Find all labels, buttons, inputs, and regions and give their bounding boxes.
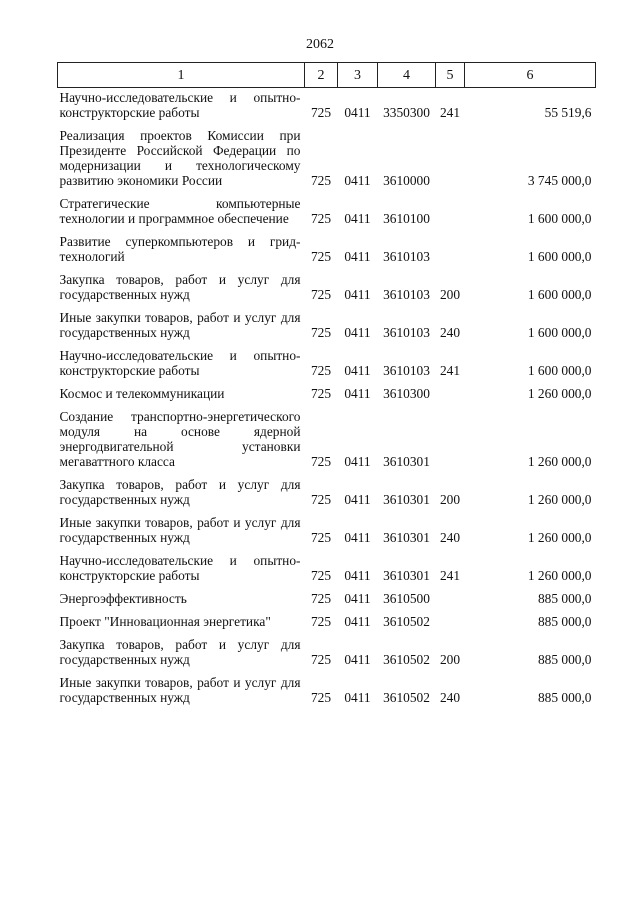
row-target-code: 3610103 — [383, 325, 430, 340]
column-header-3: 3 — [338, 63, 378, 88]
row-amount: 885 000,0 — [537, 690, 592, 705]
row-expense-type: 241 — [439, 105, 461, 120]
table-body — [58, 88, 596, 706]
row-amount: 3 745 000,0 — [527, 173, 592, 188]
row-amount: 1 260 000,0 — [527, 454, 592, 469]
row-name: Иные закупки товаров, работ и услуг для государственных нужд — [59, 675, 301, 705]
row-section-code: 0411 — [344, 614, 371, 629]
row-amount: 1 600 000,0 — [527, 363, 592, 378]
row-ministry-code: 725 — [310, 211, 332, 226]
row-expense-type: 200 — [439, 652, 461, 667]
row-name: Развитие суперкомпьютеров и грид-технологий — [59, 234, 301, 264]
row-ministry-code: 725 — [310, 249, 332, 264]
table-row — [58, 545, 596, 583]
table-row — [58, 401, 596, 469]
row-name: Закупка товаров, работ и услуг для государственных нужд — [59, 477, 301, 507]
row-ministry-code: 725 — [310, 105, 332, 120]
column-header-2: 2 — [305, 63, 338, 88]
row-section-code: 0411 — [344, 386, 371, 401]
row-amount: 885 000,0 — [537, 652, 592, 667]
row-expense-type: 200 — [439, 287, 461, 302]
row-ministry-code: 725 — [310, 492, 332, 507]
row-name: Иные закупки товаров, работ и услуг для государственных нужд — [59, 310, 301, 340]
row-expense-type: 240 — [439, 690, 461, 705]
row-target-code: 3610301 — [383, 454, 430, 469]
row-expense-type — [436, 226, 465, 264]
row-name: Научно-исследовательские и опытно-конструкторские работы — [59, 553, 301, 583]
table-row — [58, 340, 596, 378]
row-target-code: 3610103 — [383, 363, 430, 378]
row-section-code: 0411 — [344, 249, 371, 264]
row-expense-type: 240 — [439, 325, 461, 340]
row-ministry-code: 725 — [310, 363, 332, 378]
row-section-code: 0411 — [344, 454, 371, 469]
row-ministry-code: 725 — [310, 325, 332, 340]
row-name: Создание транспортно-энергетического модуля на основе ядерной энергодвигательной установки мегаваттного класса — [59, 409, 301, 469]
row-expense-type: 241 — [439, 568, 461, 583]
table-row — [58, 120, 596, 188]
row-section-code: 0411 — [344, 568, 371, 583]
table-row — [58, 583, 596, 606]
row-target-code: 3610103 — [383, 249, 430, 264]
row-section-code: 0411 — [344, 492, 371, 507]
row-amount: 885 000,0 — [537, 614, 592, 629]
row-target-code: 3610502 — [383, 614, 430, 629]
row-ministry-code: 725 — [310, 530, 332, 545]
column-header-4: 4 — [378, 63, 436, 88]
row-ministry-code: 725 — [310, 386, 332, 401]
row-section-code: 0411 — [344, 652, 371, 667]
table-row — [58, 378, 596, 401]
table-header-row — [58, 63, 596, 88]
row-amount: 1 600 000,0 — [527, 287, 592, 302]
table-row — [58, 507, 596, 545]
row-name: Космос и телекоммуникации — [59, 386, 225, 401]
row-amount: 1 600 000,0 — [527, 211, 592, 226]
row-target-code: 3610301 — [383, 530, 430, 545]
row-target-code: 3610300 — [383, 386, 430, 401]
row-amount: 885 000,0 — [537, 591, 592, 606]
row-name: Иные закупки товаров, работ и услуг для государственных нужд — [59, 515, 301, 545]
row-target-code: 3610301 — [383, 568, 430, 583]
row-expense-type — [436, 583, 465, 606]
row-section-code: 0411 — [344, 173, 371, 188]
table-row — [58, 226, 596, 264]
row-name: Проект "Инновационная энергетика" — [59, 614, 271, 629]
row-expense-type — [436, 606, 465, 629]
column-header-5: 5 — [436, 63, 465, 88]
row-expense-type — [436, 120, 465, 188]
row-name: Энергоэффективность — [59, 591, 187, 606]
row-section-code: 0411 — [344, 325, 371, 340]
row-amount: 1 260 000,0 — [527, 568, 592, 583]
row-expense-type: 241 — [439, 363, 461, 378]
row-ministry-code: 725 — [310, 173, 332, 188]
row-name: Стратегические компьютерные технологии и программное обеспечение — [59, 196, 301, 226]
row-section-code: 0411 — [344, 105, 371, 120]
table-row — [58, 667, 596, 705]
row-target-code: 3610100 — [383, 211, 430, 226]
row-amount: 55 519,6 — [544, 105, 592, 120]
row-section-code: 0411 — [344, 690, 371, 705]
row-section-code: 0411 — [344, 211, 371, 226]
row-name: Научно-исследовательские и опытно-конструкторские работы — [59, 348, 301, 378]
row-amount: 1 260 000,0 — [527, 492, 592, 507]
row-expense-type — [436, 378, 465, 401]
table-row — [58, 88, 596, 121]
row-target-code: 3610500 — [383, 591, 430, 606]
row-name: Реализация проектов Комиссии при Президенте Российской Федерации по модернизации и технологическому развитию экономики России — [59, 128, 301, 188]
row-target-code: 3610000 — [383, 173, 430, 188]
row-name: Научно-исследовательские и опытно-конструкторские работы — [59, 90, 301, 120]
table-row — [58, 606, 596, 629]
row-amount: 1 600 000,0 — [527, 325, 592, 340]
row-section-code: 0411 — [344, 530, 371, 545]
row-target-code: 3610103 — [383, 287, 430, 302]
table-row — [58, 188, 596, 226]
row-amount: 1 260 000,0 — [527, 530, 592, 545]
table-row — [58, 629, 596, 667]
row-expense-type — [436, 188, 465, 226]
row-target-code: 3350300 — [383, 105, 430, 120]
row-ministry-code: 725 — [310, 690, 332, 705]
column-header-1: 1 — [58, 63, 305, 88]
row-section-code: 0411 — [344, 363, 371, 378]
row-section-code: 0411 — [344, 287, 371, 302]
row-ministry-code: 725 — [310, 568, 332, 583]
row-ministry-code: 725 — [310, 652, 332, 667]
row-name: Закупка товаров, работ и услуг для государственных нужд — [59, 272, 301, 302]
row-expense-type: 200 — [439, 492, 461, 507]
table-row — [58, 469, 596, 507]
row-name: Закупка товаров, работ и услуг для государственных нужд — [59, 637, 301, 667]
budget-table — [57, 62, 596, 705]
table-row — [58, 264, 596, 302]
column-header-6: 6 — [465, 63, 596, 88]
row-ministry-code: 725 — [310, 454, 332, 469]
table-row — [58, 302, 596, 340]
row-amount: 1 600 000,0 — [527, 249, 592, 264]
row-section-code: 0411 — [344, 591, 371, 606]
row-ministry-code: 725 — [310, 614, 332, 629]
row-target-code: 3610502 — [383, 690, 430, 705]
row-amount: 1 260 000,0 — [527, 386, 592, 401]
row-target-code: 3610301 — [383, 492, 430, 507]
row-expense-type — [436, 401, 465, 469]
row-ministry-code: 725 — [310, 591, 332, 606]
row-ministry-code: 725 — [310, 287, 332, 302]
row-target-code: 3610502 — [383, 652, 430, 667]
page-number: 2062 — [306, 37, 334, 52]
row-expense-type: 240 — [439, 530, 461, 545]
